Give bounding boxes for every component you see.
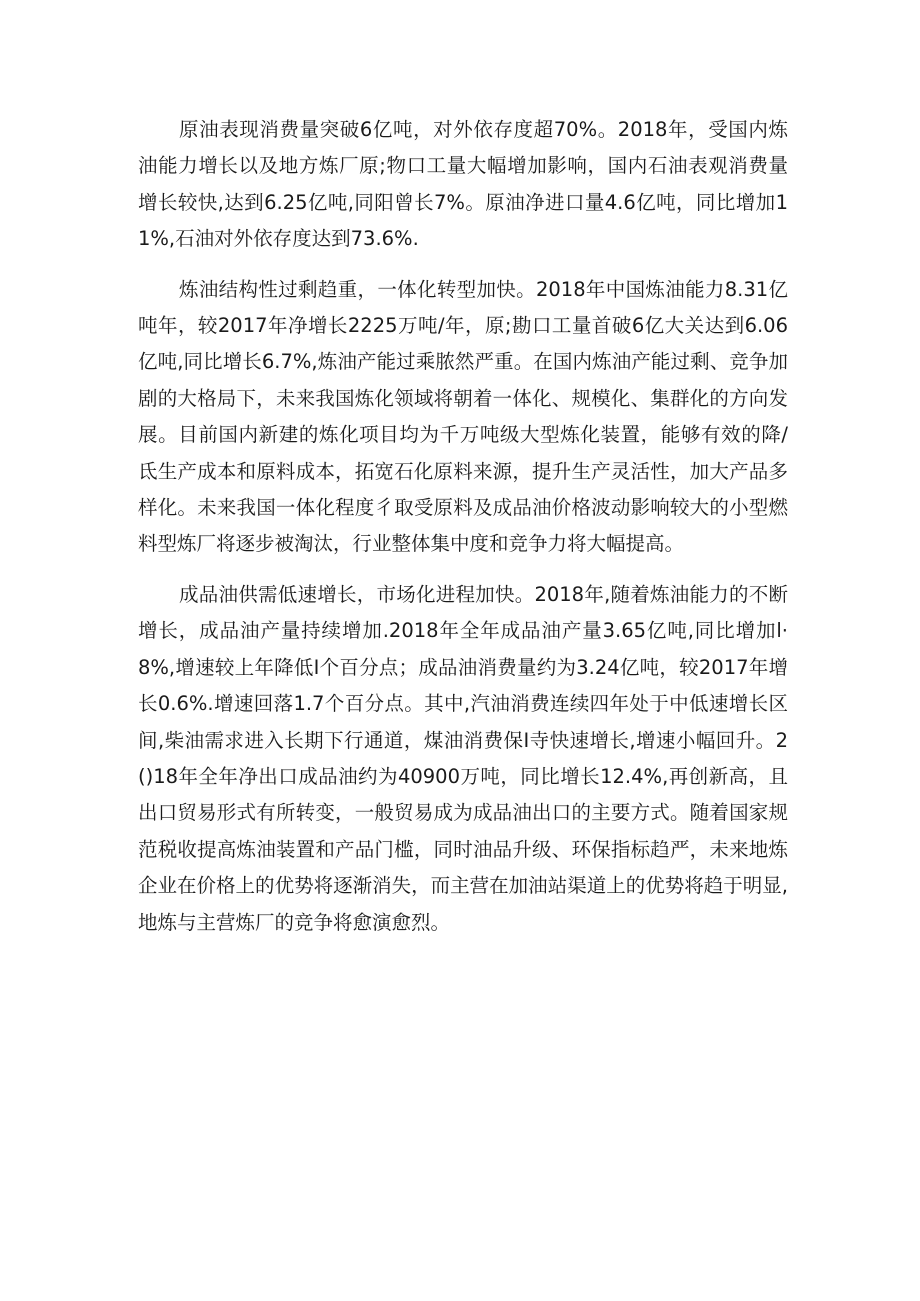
paragraph-refining-overcapacity: 炼油结构性过剩趋重，一体化转型加快。2018年中国炼油能力8.31亿吨年，较2017年净增长2225万吨/年，原;勘口工量首破6亿大关达到6.06亿吨,同比增长6.7%,炼油产能过乘脓然严重。在国内炼油产能过剩、竞争加剧的大格局下，未来我国炼化领域将朝着一体化、规模化、集群化的方向发展。目前国内新建的炼化项目均为千万吨级大型炼化装置，能够有效的降/氐生产成本和原料成本，拓宽石化原料来源，提升生产灵活性，加大产品多样化。未来我国一体化程度彳取受原料及成品油价格波动影响较大的小型燃料型炼厂将逐步被淘汰，行业整体集中度和竞争力将大幅提高。 [138, 277, 788, 556]
paragraph-refined-oil-supply-demand: 成品油供需低速增长，市场化进程加快。2018年,随着炼油能力的不断增长，成品油产量持续增加.2018年全年成品油产量3.65亿吨,同比增加l·8%,增速较上年降低I个百分点；成品油消费量约为3.24亿吨，较2017年增长0.6%.增速回落1.7个百分点。其中,汽油消费连续四年处于中低速增长区间,柴油需求进入长期下行通道，煤油消费保I寺快速增长,增速小幅回升。2()18年全年净出口成品油约为40900万吨，同比增长12.4%,再创新高，且出口贸易形式有所转变，一般贸易成为成品油出口的主要方式。随着国家规范税收提高炼油装置和产品门槛，同时油品升级、环保指标趋严，未来地炼企业在价格上的优势将逐渐消失，而主营在加油站渠道上的优势将趋于明显,地炼与主营炼厂的竞争将愈演愈烈。 [138, 582, 788, 934]
document-body [138, 112, 788, 955]
paragraph-crude-oil-consumption: 原油表现消费量突破6亿吨，对外依存度超70%。2018年，受国内炼油能力增长以及地方炼厂原;物口工量大幅增加影响，国内石油表观消费量增长较快,达到6.25亿吨,同阳曾长7%。原油净进口量4.6亿吨，同比增加11%,石油对外依存度达到73.6%. [138, 118, 788, 251]
